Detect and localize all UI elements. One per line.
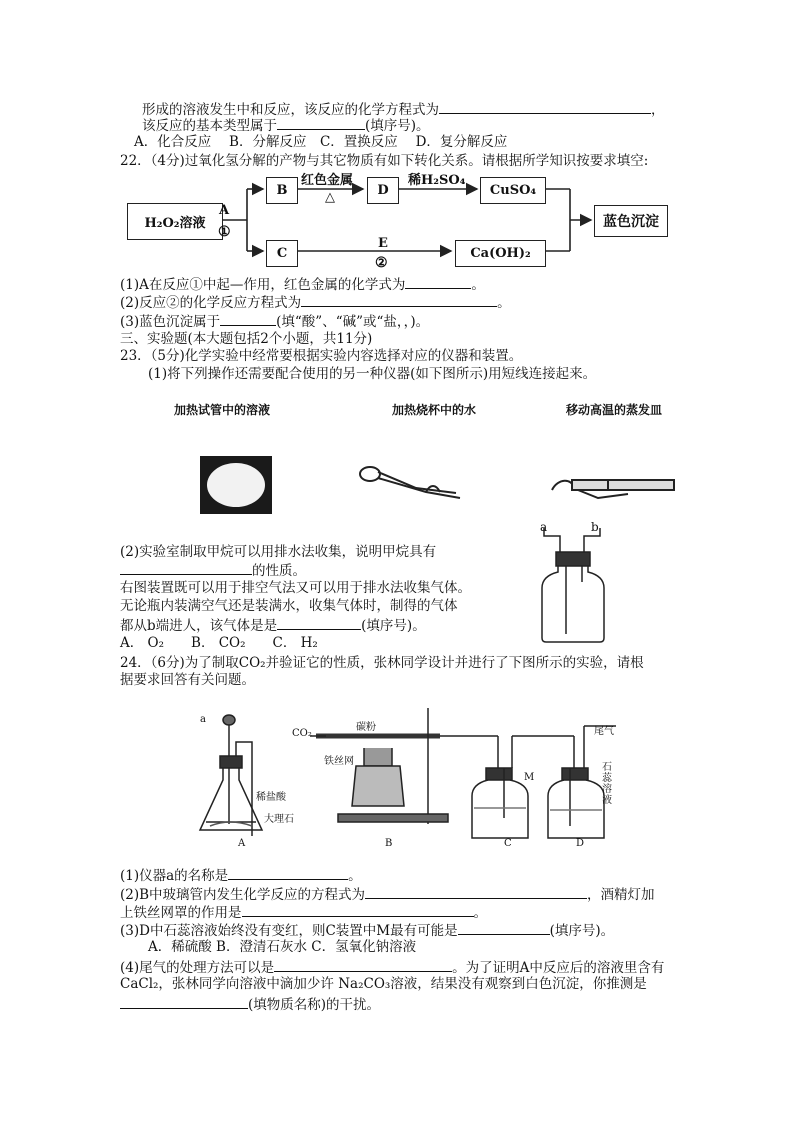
crucible-tongs-image [356, 462, 464, 504]
q24-part4-end: 。为了证明A中反应后的溶液里含有 [452, 960, 665, 976]
q22-part2-text: (2)反应②的化学反应方程式为 [120, 295, 302, 311]
q23-part2-line2 [120, 561, 306, 580]
label-dilute-hcl: 稀盐酸 [256, 792, 286, 803]
q24-part2-line2 [120, 903, 487, 922]
op-heat-beaker: 加热烧杯中的水 [392, 403, 477, 417]
node-cuso4: CuSO₄ [480, 177, 546, 204]
q23-part2-line5-text: 都从b端进人，该气体是是 [120, 618, 278, 634]
q24-part3-end: (填序号)。 [549, 923, 615, 939]
answer-blank[interactable] [277, 616, 361, 630]
q24-part4-line3 [120, 995, 380, 1014]
q21-options: A．化合反应 B．分解反应 C．置换反应 D．复分解反应 [134, 134, 508, 150]
q23-part2-line5 [120, 616, 426, 635]
label-e: E [378, 236, 388, 251]
answer-blank[interactable] [120, 995, 248, 1009]
q23-part1: (1)将下列操作还需要配合使用的另一种仪器(如下图所示)用短线连接起来。 [148, 366, 597, 382]
q23-part2-line4: 无论瓶内装满空气还是装满水，收集气体时，制得的气体 [120, 598, 458, 614]
q23-part2-end: 的性质。 [252, 563, 306, 579]
label-carbon-powder: 碳粉 [356, 722, 376, 733]
answer-blank[interactable] [405, 275, 471, 289]
node-caoh2: Ca(OH)₂ [455, 240, 546, 267]
q23-gas-options: A． O₂ B． CO₂ C． H₂ [120, 635, 318, 651]
answer-blank[interactable] [220, 312, 276, 326]
q23-part2: (2)实验室制取甲烷可以用排水法收集，说明甲烷具有 [120, 544, 437, 560]
op-heat-test-tube: 加热试管中的溶液 [174, 403, 271, 417]
q22-stem: 22．（4分)过氧化氢分解的产物与其它物质有如下转化关系。请根据所学知识按要求填空: [120, 153, 649, 169]
answer-blank[interactable] [301, 293, 497, 307]
label-instrument-a: a [200, 714, 206, 725]
q24-part4-text: (4)尾气的处理方法可以是 [120, 960, 275, 976]
q24-stem-line2: 据要求回答有关问题。 [120, 672, 255, 688]
q24-part1-text: (1)仪器a的名称是 [120, 868, 229, 884]
node-blue-precipitate: 蓝色沉淀 [594, 205, 668, 237]
q24-part4-line3-end: (填物质名称)的干扰。 [248, 997, 381, 1013]
answer-blank[interactable] [242, 903, 474, 917]
q24-part2-line2-end: 。 [473, 905, 487, 921]
node-c: C [266, 240, 298, 267]
label-circle2: ② [375, 255, 388, 271]
q21-line2-text: 该反应的基本类型属于 [142, 118, 277, 134]
bottle-label-b: b [591, 520, 599, 534]
answer-blank[interactable] [120, 561, 252, 575]
q22-part3 [120, 312, 429, 331]
q21-line2 [142, 116, 430, 135]
label-litmus: 石蕊溶液 [602, 762, 612, 806]
q22-part2 [120, 293, 511, 312]
q21-line1-text: 形成的溶液发生中和反应，该反应的化学方程式为 [142, 102, 439, 118]
answer-blank[interactable] [277, 116, 365, 130]
q22-part1 [120, 275, 485, 294]
label-wire-mesh: 铁丝网 [324, 756, 354, 767]
label-circle1: ① [218, 224, 231, 240]
label-co2: CO₂ [292, 728, 312, 739]
apparatus-drawing [196, 706, 626, 846]
q23-stem: 23．（5分)化学实验中经常要根据实验内容选择对应的仪器和装置。 [120, 348, 523, 364]
bottle-label-a: a [540, 520, 548, 534]
q24-part4 [120, 958, 664, 977]
answer-blank[interactable] [365, 885, 587, 899]
q21-line1-end: ， [651, 102, 665, 118]
q22-part2-end: 。 [497, 295, 511, 311]
q24-part4-line2: CaCl₂，张林同学向溶液中滴加少许 Na₂CO₃溶液，结果没有观察到白色沉淀，你推测是 [120, 976, 647, 992]
q24-part1 [120, 866, 362, 885]
label-c-apparatus: C [504, 838, 512, 849]
q24-part2-end: ，酒精灯加 [587, 887, 655, 903]
label-m: M [524, 772, 535, 783]
node-b: B [266, 177, 298, 204]
label-tail-gas: 尾气 [594, 726, 614, 737]
q24-part3-text: (3)D中石蕊溶液始终没有变红，则C装置中M最有可能是 [120, 923, 458, 939]
q22-part3-text: (3)蓝色沉淀属于 [120, 314, 221, 330]
q23-part2-line3: 右图装置既可以用于排空气法又可以用于排水法收集气体。 [120, 580, 471, 596]
answer-blank[interactable] [439, 100, 651, 114]
label-heat: △ [325, 190, 335, 205]
q24-part1-end: 。 [348, 868, 362, 884]
op-move-dish: 移动高温的蒸发皿 [566, 403, 663, 417]
label-a-apparatus: A [238, 838, 246, 849]
q24-part3 [120, 921, 614, 940]
gas-bottle-image [536, 522, 610, 644]
q24-part2 [120, 885, 655, 904]
node-h2o2: H₂O₂溶液 [127, 203, 223, 240]
node-d: D [367, 177, 399, 204]
label-red-metal: 红色金属 [301, 173, 354, 188]
answer-blank[interactable] [458, 921, 550, 935]
label-dilute-h2so4: 稀H₂SO₄ [408, 173, 466, 188]
test-tube-holder-image [548, 468, 678, 504]
section-3-heading: 三、实验题(本大题包括2个小题，共11分) [120, 331, 373, 347]
q24-part3-options: A．稀硫酸 B．澄清石灰水 C．氢氧化钠溶液 [148, 939, 417, 955]
label-a: A [219, 203, 230, 218]
asbestos-gauze-image [200, 456, 272, 514]
q24-part2-line2-text: 上铁丝网罩的作用是 [120, 905, 242, 921]
q22-part1-end: 。 [471, 277, 485, 293]
q21-line2-end: (填序号)。 [365, 118, 430, 134]
answer-blank[interactable] [228, 866, 348, 880]
q22-part1-text: (1)A在反应①中起—作用，红色金属的化学式为 [120, 277, 406, 293]
q22-part3-end: (填“酸”、“碱”或“盐，，)。 [276, 314, 430, 330]
q24-part2-text: (2)B中玻璃管内发生化学反应的方程式为 [120, 887, 366, 903]
label-d-apparatus: D [576, 838, 585, 849]
q23-part2-line5-end: (填序号)。 [361, 618, 426, 634]
label-b-apparatus: B [385, 838, 393, 849]
label-marble: 大理石 [264, 814, 294, 825]
answer-blank[interactable] [274, 958, 452, 972]
q24-stem: 24．（6分)为了制取CO₂并验证它的性质，张林同学设计并进行了下图所示的实验，请根 [120, 655, 644, 671]
